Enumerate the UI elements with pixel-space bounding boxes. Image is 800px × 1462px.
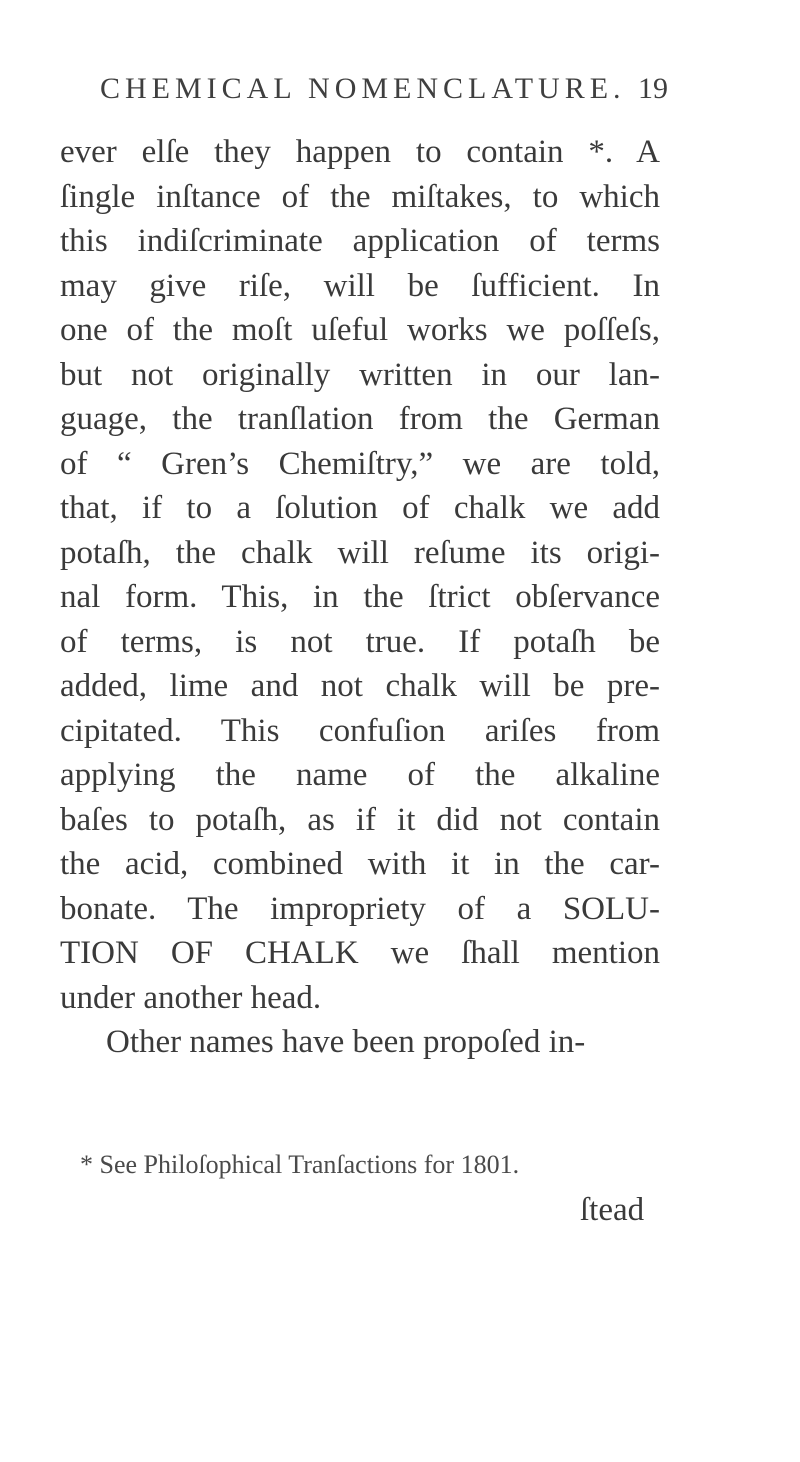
- text-line: may give riſe, will be ſufficient. In: [60, 267, 660, 304]
- text-line: the acid, combined with it in the car-: [60, 846, 660, 882]
- text-line: added, lime and not chalk will be pre-: [60, 668, 660, 704]
- text-line: applying the name of the alkaline: [60, 757, 660, 793]
- text-line: one of the moſt uſeful works we poſſeſs,: [60, 312, 660, 348]
- text-line: bonate. The impropriety of a SOLU-: [60, 890, 660, 927]
- page-number: 19: [638, 72, 668, 105]
- text-line: this indiſcriminate application of terms: [60, 223, 660, 259]
- text-line: of “ Gren’s Chemiſtry,” we are told,: [60, 445, 660, 482]
- text-line: cipitated. This confuſion ariſes from: [60, 712, 660, 749]
- text-line: under another head.: [60, 979, 322, 1016]
- text-line: ſingle inſtance of the miſtakes, to which: [60, 178, 660, 215]
- text-line: TION OF CHALK we ſhall mention: [60, 935, 660, 971]
- catchword: ſtead: [580, 1192, 645, 1228]
- text-line: baſes to potaſh, as if it did not contain: [60, 801, 660, 838]
- text-line: guage, the tranſlation from the German: [60, 401, 660, 437]
- page-header: [100, 72, 668, 122]
- text-line: that, if to a ſolution of chalk we add: [60, 490, 660, 526]
- body-text: [60, 130, 660, 1065]
- text-line: but not originally written in our lan-: [60, 356, 660, 393]
- text-line: nal form. This, in the ſtrict obſervance: [60, 579, 660, 615]
- paragraph-start-line: Other names have been propoſed in-: [106, 1024, 586, 1060]
- text-line: of terms, is not true. If potaſh be: [60, 623, 660, 660]
- running-title: CHEMICAL NOMENCLATURE.: [100, 72, 626, 105]
- text-line: potaſh, the chalk will reſume its origi-: [60, 534, 660, 571]
- footnote: * See Philoſophical Tranſactions for 1801.: [80, 1150, 520, 1179]
- text-line: ever elſe they happen to contain *. A: [60, 134, 660, 170]
